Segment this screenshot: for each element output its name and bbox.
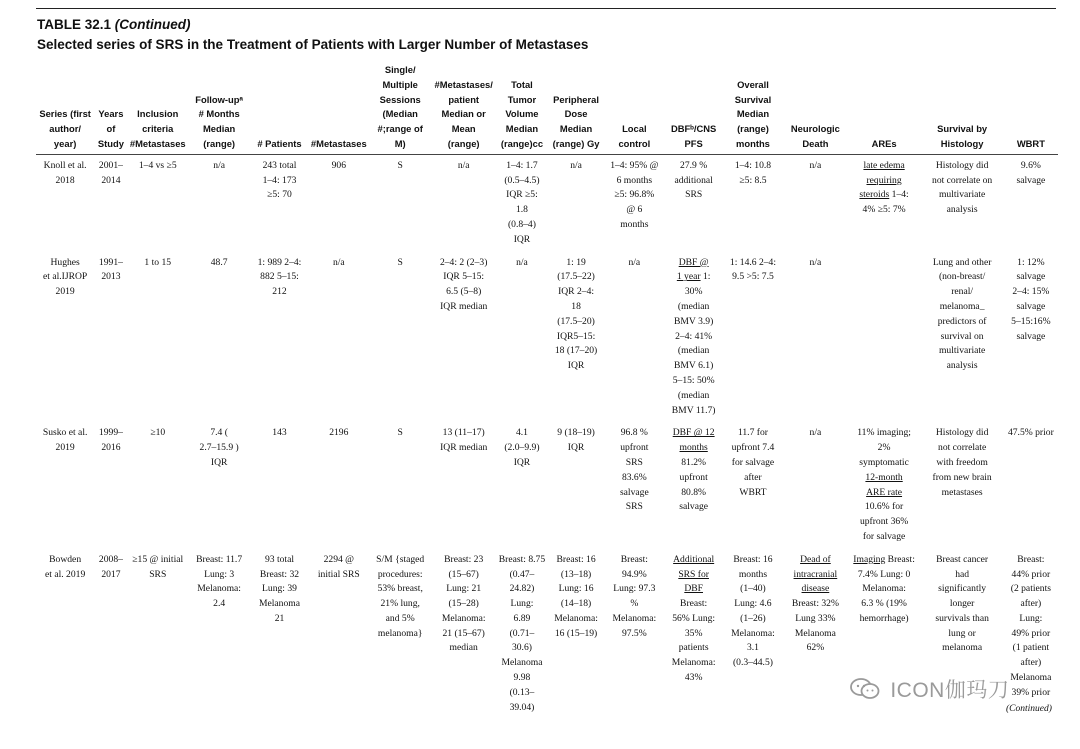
table-cell: 2196 (329, 427, 349, 439)
column-header: Local control (604, 63, 664, 154)
table-cell: Breast cancer had significantly longer survivals than lung or melanoma (935, 553, 989, 654)
table-cell: n/a (457, 159, 470, 171)
cell-text: 11% imaging; 2% symptomatic (857, 427, 911, 468)
table-cell: Histology did not correlate with freedom from new brain metastases (932, 427, 992, 498)
table-cell: 4.1 (2.0–9.9) IQR (504, 427, 540, 468)
cell-text: 10.6% for upfront 36% for salvage (859, 501, 909, 542)
table-cell: 96.8 % upfront SRS 83.6% salvage SRS (619, 427, 649, 513)
table-cell: n/a (809, 256, 822, 268)
table-cell: Breast: 44% prior (2 patients after) Lung: 49% prior (1 patient after) Melanoma 39% prior (1010, 553, 1052, 698)
table-cell: n/a (809, 159, 822, 171)
table-cell: 48.7 (210, 256, 228, 268)
table-cell: n/a (809, 427, 822, 439)
column-header: WBRT (1004, 63, 1058, 154)
column-header: Total Tumor Volume Median (range)cc (496, 63, 548, 154)
cell-text: Breast: 7.4% Lung: 0 Melanoma: 6.3 % (19% hemorrhage) (857, 553, 915, 624)
table-cell: n/a (516, 256, 528, 268)
table-cell (665, 422, 723, 548)
header-row (36, 63, 1058, 154)
underlined-text: Additional SRS for DBF (673, 553, 715, 595)
table-label (37, 17, 191, 32)
table-cell: 7.4 ( 2.7–15.9 ) IQR (199, 427, 239, 468)
top-rule (36, 8, 1056, 9)
underlined-text: 12-month ARE rate (865, 471, 903, 498)
table-cell (848, 252, 921, 423)
watermark (850, 674, 1009, 704)
column-header: Neurologic Death (783, 63, 848, 154)
table-row (36, 154, 1058, 251)
table-cell: 1–4 vs ≥5 (138, 159, 177, 171)
underlined-text: Imaging (853, 553, 886, 565)
table-cell: 93 total Breast: 32 Lung: 39 Melanoma 21 (258, 553, 300, 624)
column-header: Inclusion criteria #Metastases (128, 63, 188, 154)
column-header: # Patients (250, 63, 308, 154)
table-cell: 143 (272, 427, 287, 439)
table-cell: 2294 @ initial SRS (317, 553, 360, 580)
table-row (36, 252, 1058, 423)
table-cell: 13 (11–17) IQR median (440, 427, 488, 454)
table-cell: S (397, 159, 403, 171)
table-cell: Bowden et al. 2019 (45, 553, 86, 580)
cell-text: Breast: 56% Lung: 35% patients Melanoma: 43% (671, 598, 716, 684)
column-header: #Metastases (309, 63, 369, 154)
table-cell: S (397, 427, 403, 439)
table-cell (848, 422, 921, 548)
table-cell: Hughes et al.IJROP 2019 (43, 256, 88, 298)
table-cell: Breast: 11.7 Lung: 3 Melanoma: 2.4 (196, 553, 243, 610)
table-cell: 47.5% prior (1007, 427, 1054, 439)
table-cell (783, 549, 848, 749)
underlined-text: DBF @ 1 year (676, 256, 709, 283)
table-cell: 243 total 1–4: 173 ≥5: 70 (262, 159, 297, 201)
table-cell: 906 (331, 159, 346, 171)
table-cell: 27.9 % additional SRS (674, 159, 713, 201)
table-cell: 1991– 2013 (98, 256, 123, 283)
table-cell: S/M {staged procedures: 53% breast, 21% lung, and 5% melanoma} (376, 553, 425, 639)
column-header: #Metastases/ patient Median or Mean (range) (431, 63, 496, 154)
table-cell: 9.6% salvage (1016, 159, 1046, 186)
continued-footer: (Continued) (1006, 704, 1052, 714)
column-header: Years of Study (94, 63, 127, 154)
srs-series-table (36, 63, 1058, 749)
table-cell (665, 252, 723, 423)
table-cell: 2008– 2017 (98, 553, 123, 580)
continued-label: (Continued) (114, 17, 191, 32)
cell-text: 1–4: 4% ≥5: 7% (862, 189, 909, 216)
table-title: Selected series of SRS in the Treatment of Patients with Larger Number of Metastases (37, 37, 589, 52)
table-row (36, 422, 1058, 548)
table-cell: 1999– 2016 (98, 427, 123, 454)
table-cell: 2001– 2014 (98, 159, 123, 186)
table-cell: n/a (332, 256, 345, 268)
watermark-text: ICON伽玛刀 (890, 679, 1010, 702)
table-cell: 11.7 for upfront 7.4 for salvage after WBRT (731, 427, 775, 498)
column-header: Follow-upᵃ # Months Median (range) (188, 63, 250, 154)
cell-text: 81.2% upfront 80.8% salvage (679, 456, 709, 513)
column-header: Peripheral Dose Median (range) Gy (548, 63, 604, 154)
column-header: AREs (848, 63, 921, 154)
column-header: DBFᵇ/CNS PFS (665, 63, 723, 154)
table-cell (665, 549, 723, 749)
table-cell: 1: 12% salvage 2–4: 15% salvage 5–15:16% salvage (1011, 256, 1051, 342)
table-cell: ≥15 @ initial SRS (132, 553, 184, 580)
underlined-text: DBF @ 12 months (672, 427, 715, 454)
table-cell: Breast: 16 months (1–40) Lung: 4.6 (1–26) Melanoma: 3.1 (0.3–44.5) (731, 553, 775, 669)
table-cell: 1: 19 (17.5–22) IQR 2–4: 18 (17.5–20) IQR5–15: 18 (17–20) IQR (554, 256, 598, 372)
underlined-text: Dead of intracranial disease (793, 553, 838, 595)
table-cell: Knoll et al. 2018 (43, 159, 87, 186)
table-cell: Breast: 23 (15–67) Lung: 21 (15–28) Melanoma: 21 (15–67) median (441, 553, 486, 654)
table-cell: n/a (570, 159, 582, 171)
table-cell: 1: 14.6 2–4: 9.5 >5: 7.5 (729, 256, 777, 283)
table-cell: Susko et al. 2019 (42, 427, 88, 454)
table-cell (848, 154, 921, 251)
table-cell: Histology did not correlate on multivariate analysis (932, 159, 993, 216)
cell-text: Breast: 32% Lung 33% Melanoma 62% (791, 598, 839, 654)
table-cell: n/a (628, 256, 641, 268)
column-header: Overall Survival Median (range) months (723, 63, 783, 154)
table-cell: ≥10 (150, 427, 166, 439)
underlined-text: late edema requiring steroids (859, 159, 905, 201)
table-cell: 1–4: 10.8 ≥5: 8.5 (734, 159, 772, 186)
table-cell: n/a (213, 159, 225, 171)
column-header: Survival by Histology (921, 63, 1004, 154)
table-cell: S (397, 256, 403, 268)
table-cell: Breast: 16 (13–18) Lung: 16 (14–18) Melanoma: 16 (15–19) (554, 553, 598, 639)
chat-bubble-icon (850, 678, 880, 700)
table-cell: 1 to 15 (144, 256, 172, 268)
cell-text: 1: 30% (median BMV 3.9) 2–4: 41% (median BMV 6.1) 5–15: 50% (median BMV 11.7) (671, 271, 716, 416)
table-cell: Lung and other (non-breast/ renal/ melanoma_ predictors of survival on multivariate analysis (932, 256, 992, 372)
table-cell: 1: 989 2–4: 882 5–15: 212 (257, 256, 302, 298)
table-cell: 1–4: 1.7 (0.5–4.5) IQR ≥5: 1.8 (0.8–4) IQR (504, 159, 540, 245)
table-cell: 2–4: 2 (2–3) IQR 5–15: 6.5 (5–8) IQR median (439, 256, 488, 312)
table-cell: Breast: 94.9% Lung: 97.3 % Melanoma: 97.5% (612, 553, 657, 639)
table-cell: 1–4: 95% @ 6 months ≥5: 96.8% @ 6 months (610, 159, 659, 230)
table-cell: Breast: 8.75 (0.47– 24.82) Lung: 6.89 (0.71– 30.6) Melanoma 9.98 (0.13– 39.04) (498, 553, 546, 713)
table-cell: 9 (18–19) IQR (557, 427, 595, 454)
table-number: TABLE 32.1 (37, 17, 112, 32)
table-cell (848, 549, 921, 749)
column-header: Single/ Multiple Sessions (Median #;range of M) (369, 63, 431, 154)
table-row (36, 549, 1058, 749)
column-header: Series (first author/ year) (36, 63, 94, 154)
